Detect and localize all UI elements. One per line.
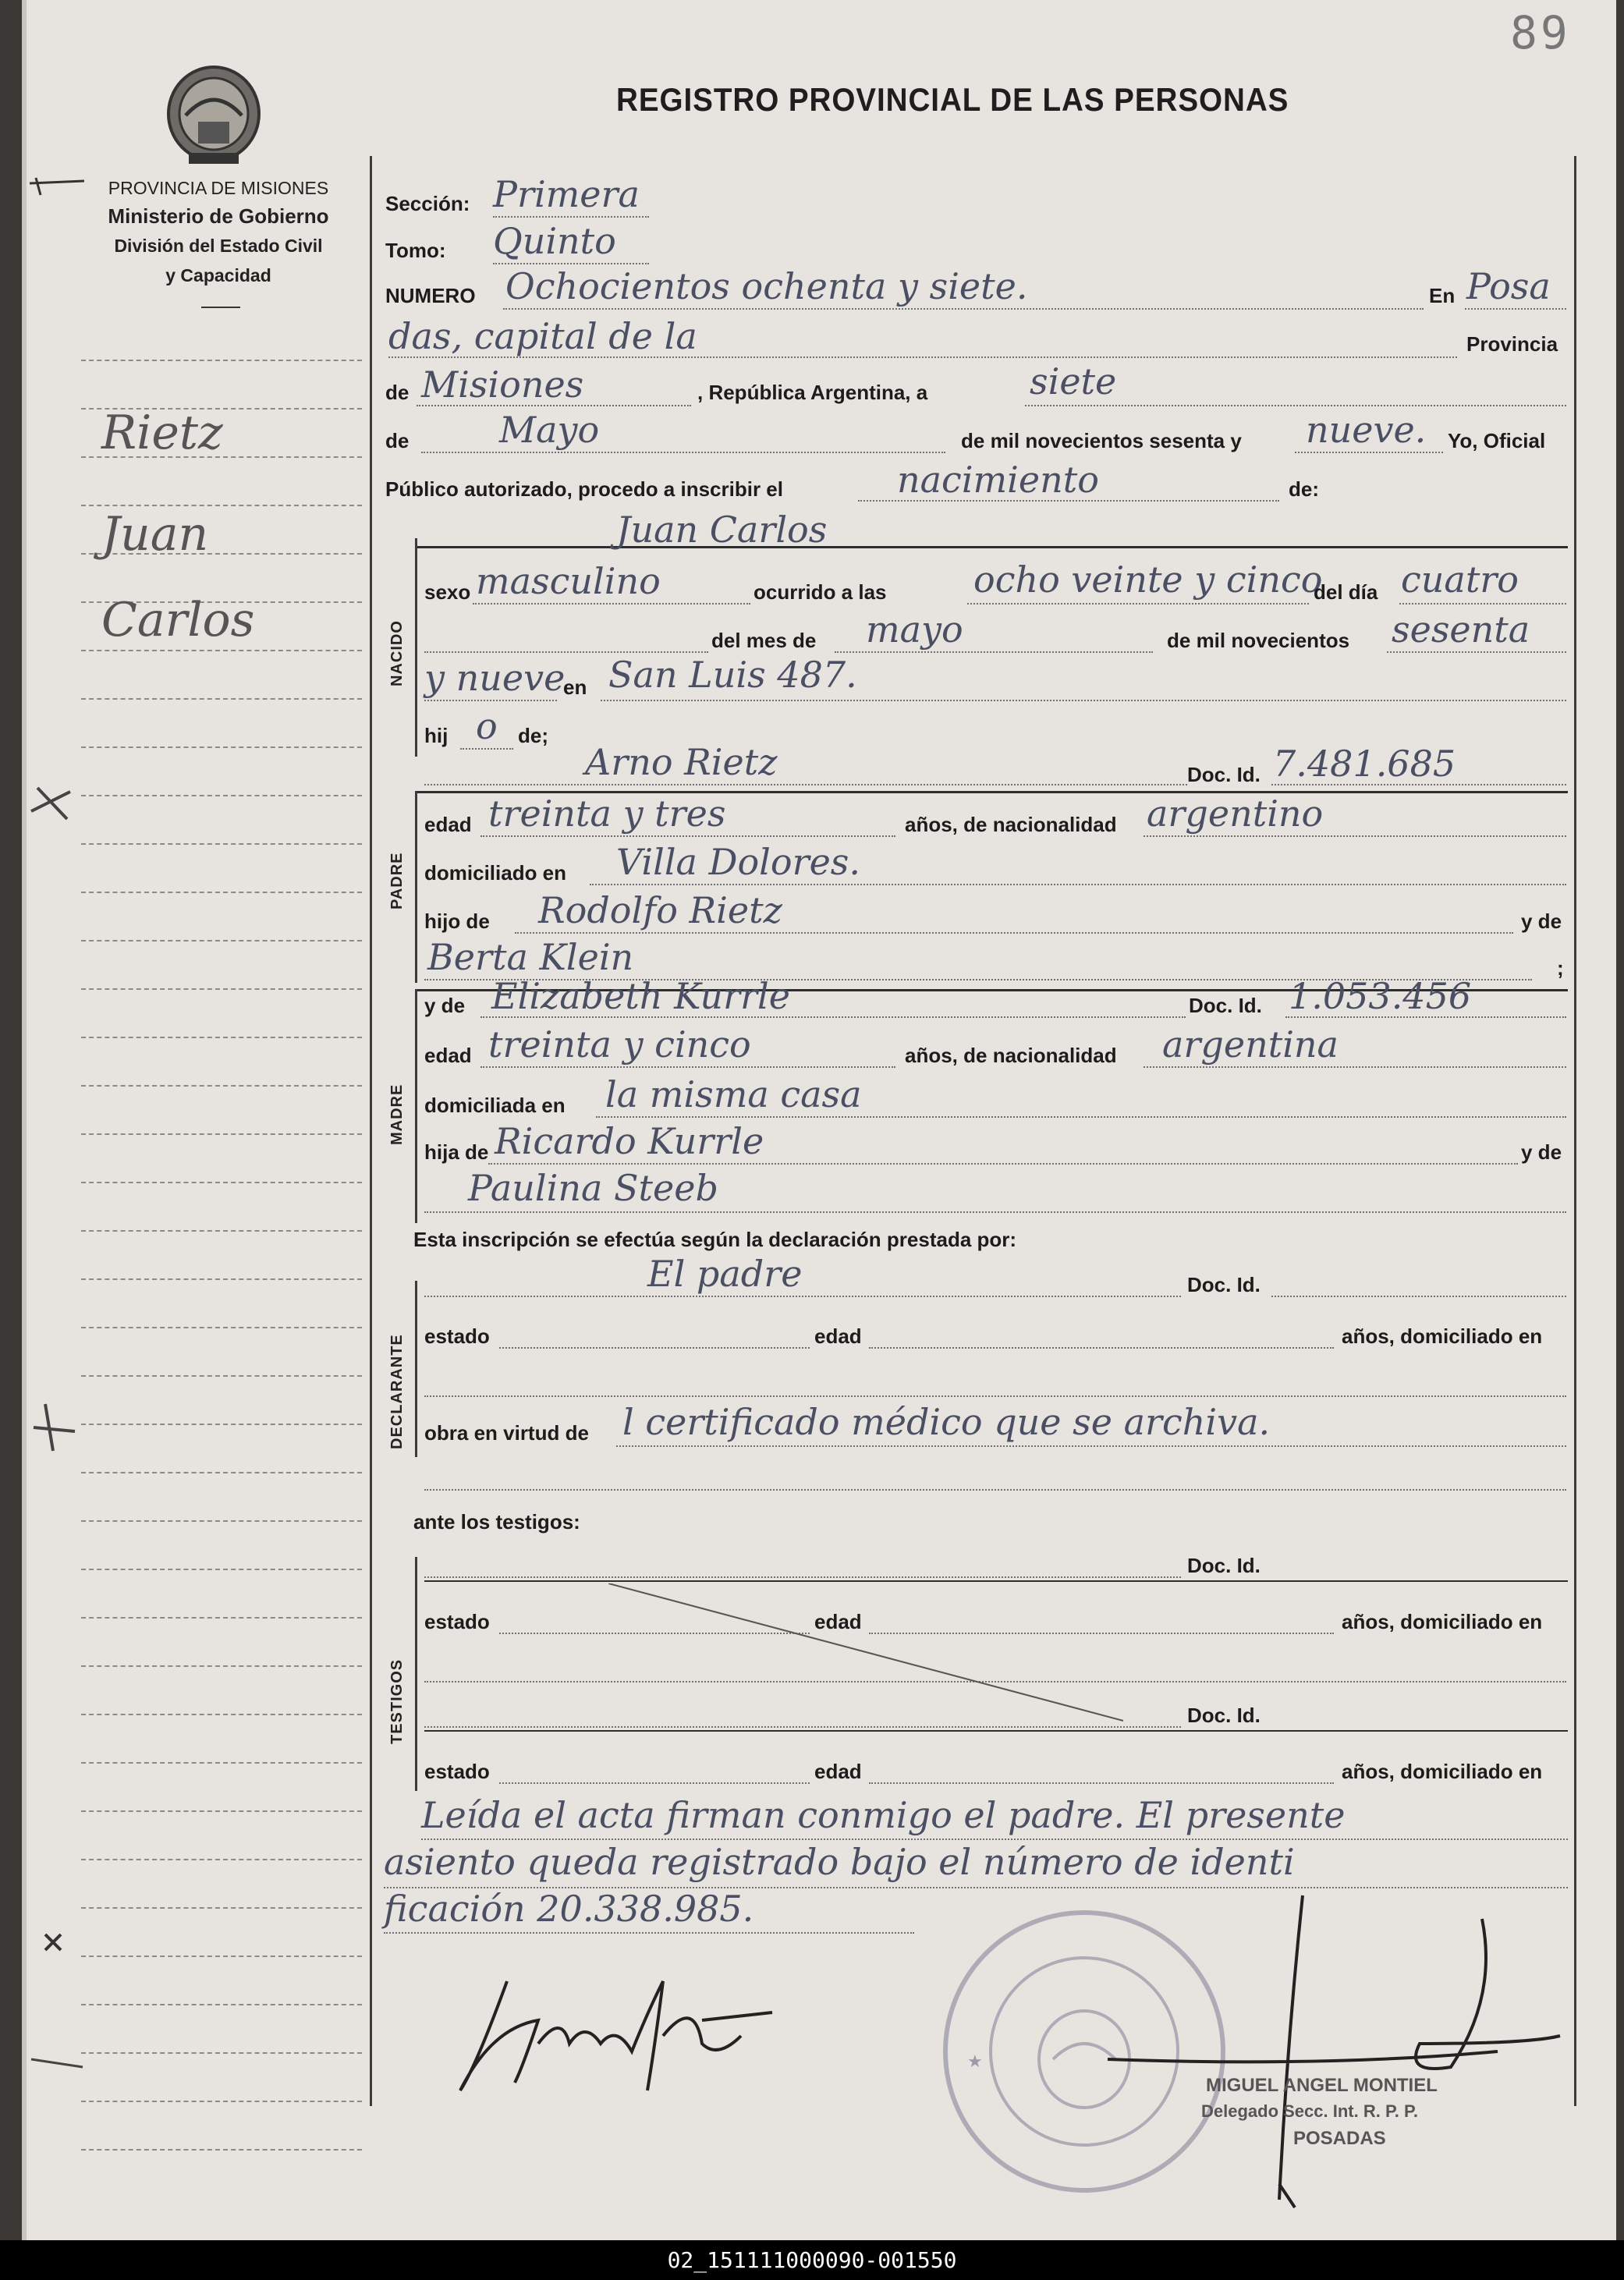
padre-nacionalidad-line <box>1144 835 1566 837</box>
official-city: POSADAS <box>1293 2128 1386 2149</box>
official-role: Delegado Secc. Int. R. P. P. <box>1201 2101 1418 2121</box>
margin-line <box>81 1519 362 1522</box>
tomo-line <box>493 262 649 264</box>
sexo-label: sexo <box>424 580 471 604</box>
padre-nacionalidad-value: argentino <box>1147 793 1324 835</box>
margin-line <box>81 2003 362 2005</box>
blank-line <box>424 651 708 653</box>
sexo-line <box>473 602 750 605</box>
acto-line <box>858 499 1279 502</box>
dia-value: siete <box>1030 360 1117 402</box>
margin-line <box>81 746 362 748</box>
anio-nac1-line <box>1387 651 1566 653</box>
official-signature <box>1092 1888 1576 2215</box>
madre-nacionalidad-label: años, de nacionalidad <box>905 1044 1117 1067</box>
madre-y-de-label: y de <box>1521 1140 1562 1164</box>
padre-nacionalidad-label: años, de nacionalidad <box>905 813 1117 836</box>
leida-line <box>421 1838 1568 1840</box>
en-label: En <box>1429 284 1456 307</box>
padre-doc-line <box>1271 783 1566 785</box>
declarante-edad-label: edad <box>814 1324 862 1348</box>
header-division: División del Estado Civil <box>114 236 323 256</box>
declarante-section-label: DECLARANTE <box>388 1334 406 1449</box>
nacido-section-label: NACIDO <box>388 620 406 686</box>
padre-edad-value: treinta y tres <box>488 793 726 835</box>
margin-note-surname: Rietz <box>101 406 223 460</box>
image-id-footer: 02_151111000090-001550 <box>0 2240 1624 2280</box>
lugar-line <box>601 699 1566 701</box>
testigo2-edad-line <box>869 1782 1334 1784</box>
testigo1-domicilio-label: años, domiciliado en <box>1342 1610 1543 1633</box>
madre-nacionalidad-value: argentina <box>1162 1023 1339 1066</box>
father-signature-text <box>530 2044 656 2071</box>
testigo2-line <box>424 1725 1181 1728</box>
header-ministry: Ministerio de Gobierno <box>108 204 329 228</box>
margin-line <box>81 842 362 845</box>
provincia-value: Misiones <box>421 363 584 406</box>
anio-nac2-value: y nueve <box>424 657 566 699</box>
dia-nac-line <box>1399 602 1566 605</box>
hora-line <box>967 602 1309 605</box>
madre-nombre-line <box>480 1016 1186 1018</box>
madre-domicilio-label: domiciliada en <box>424 1094 566 1117</box>
padre-doc-label: Doc. Id. <box>1187 763 1261 786</box>
madre-edad-value: treinta y cinco <box>488 1023 751 1066</box>
declarante-doc-line <box>1271 1295 1566 1297</box>
obra-line-2 <box>424 1488 1566 1491</box>
margin-line <box>81 2148 362 2151</box>
de2-label: de <box>385 429 410 452</box>
anio-value: nueve. <box>1306 409 1427 451</box>
margin-line <box>81 1423 362 1425</box>
margin-line <box>81 2100 362 2102</box>
obra-label: obra en virtud de <box>424 1421 589 1445</box>
declarante-line <box>424 1295 1181 1297</box>
madre-padre-value: Ricardo Kurrle <box>495 1120 764 1162</box>
declarante-domicilio-line <box>424 1395 1566 1397</box>
margin-line <box>81 1616 362 1619</box>
margin-line <box>81 1278 362 1280</box>
margin-note-firstname: Juan <box>101 507 209 562</box>
de3-label: de: <box>1289 477 1319 501</box>
ficacion-text: ficación 20.338.985. <box>384 1888 754 1930</box>
declarante-estado-label: estado <box>424 1324 490 1348</box>
madre-edad-line <box>480 1066 895 1068</box>
obra-value: l certificado médico que se archiva. <box>622 1401 1271 1443</box>
inscripcion-label: Esta inscripción se efectúa según la declaración prestada por: <box>413 1228 1017 1251</box>
margin-line <box>81 1133 362 1135</box>
madre-left-rule <box>415 989 417 1223</box>
madre-padre-line <box>488 1162 1518 1165</box>
padre-nombre-line <box>424 783 1187 785</box>
padre-doc-value: 7.481.685 <box>1273 743 1456 785</box>
margin-line <box>81 1955 362 1957</box>
delmes-label: del mes de <box>711 629 817 652</box>
acto-value: nacimiento <box>897 459 1099 501</box>
margin-line <box>81 1084 362 1087</box>
place-continuation-value: das, capital de la <box>388 315 697 357</box>
hij-value: o <box>476 705 498 747</box>
publico-label: Público autorizado, procedo a inscribir el <box>385 477 783 501</box>
padre-edad-label: edad <box>424 813 472 836</box>
declarante-left-rule <box>415 1281 417 1457</box>
margin-note-middlename: Carlos <box>101 593 255 647</box>
hij-label: hij <box>424 724 449 747</box>
ocurrido-label: ocurrido a las <box>753 580 887 604</box>
margin-line <box>81 1568 362 1570</box>
declarante-domicilio-label: años, domiciliado en <box>1342 1324 1543 1348</box>
father-signature <box>445 1950 803 2114</box>
header-divider <box>201 307 240 308</box>
testigo2-domicilio-label: años, domiciliado en <box>1342 1760 1543 1783</box>
sexo-value: masculino <box>476 560 661 602</box>
province-emblem-icon <box>162 61 265 170</box>
nacido-top-rule <box>415 546 1568 548</box>
testigo1-edad-label: edad <box>814 1610 862 1633</box>
testigo1-estado-label: estado <box>424 1610 490 1633</box>
deldia-label: del día <box>1314 580 1378 604</box>
declarante-doc-label: Doc. Id. <box>1187 1273 1261 1296</box>
padre-padre-line <box>515 931 1513 934</box>
declarante-estado-line <box>499 1346 810 1349</box>
tomo-value: Quinto <box>493 220 616 262</box>
semicolon: ; <box>1557 956 1564 980</box>
margin-line <box>81 649 362 651</box>
official-name: MIGUEL ANGEL MONTIEL <box>1206 2075 1438 2096</box>
madre-hija-de-label: hija de <box>424 1140 489 1164</box>
en-value: Posa <box>1466 265 1551 307</box>
header-province: PROVINCIA DE MISIONES <box>108 178 329 198</box>
document-title: REGISTRO PROVINCIAL DE LAS PERSONAS <box>616 81 1289 118</box>
lugar-value: San Luis 487. <box>608 654 857 696</box>
cancel-stroke <box>608 1583 1123 1724</box>
margin-line <box>81 1761 362 1764</box>
margin-line <box>81 2051 362 2054</box>
en2-label: en <box>563 675 587 699</box>
madre-doc-value: 1.053.456 <box>1289 975 1472 1017</box>
padre-padre-value: Rodolfo Rietz <box>538 889 782 931</box>
asiento-text: asiento queda registrado bajo el número de identi <box>384 1841 1295 1883</box>
main-right-rule <box>1574 156 1576 2106</box>
testigos-left-rule <box>415 1557 417 1791</box>
testigos-section-label: TESTIGOS <box>388 1658 406 1744</box>
mil2-label: de mil novecientos <box>1167 629 1350 652</box>
testigos-intro-label: ante los testigos: <box>413 1510 580 1534</box>
margin-line <box>81 1326 362 1328</box>
margin-line <box>81 504 362 506</box>
margin-line <box>81 891 362 893</box>
hij-line <box>460 747 513 750</box>
margin-line <box>81 1181 362 1183</box>
svg-text:★: ★ <box>967 2051 983 2071</box>
hora-value: ocho veinte y cinco <box>973 558 1323 601</box>
margin-line <box>81 1665 362 1667</box>
margin-line <box>81 988 362 990</box>
margin-line <box>81 359 362 361</box>
place-line <box>388 356 1457 358</box>
mes-nac-line <box>835 651 1153 653</box>
margin-line <box>81 1229 362 1232</box>
ficacion-line <box>384 1931 914 1934</box>
madre-yde-label: y de <box>424 994 466 1017</box>
padre-y-de-label: y de <box>1521 910 1562 933</box>
anio-nac2-line <box>424 699 557 701</box>
margin-line <box>81 1374 362 1377</box>
testigo2-edad-label: edad <box>814 1760 862 1783</box>
testigo1-rule <box>424 1580 1568 1582</box>
header-capacity: y Capacidad <box>165 265 271 285</box>
dia-nac-value: cuatro <box>1401 558 1519 601</box>
declarante-edad-line <box>869 1346 1334 1349</box>
margin-line <box>81 1810 362 1812</box>
tomo-label: Tomo: <box>385 239 446 262</box>
numero-line <box>503 307 1424 310</box>
de-label: de <box>385 381 410 404</box>
mes-line <box>421 451 945 453</box>
testigo2-estado-label: estado <box>424 1760 490 1783</box>
nacido-left-rule <box>415 538 417 757</box>
margin-line <box>81 1713 362 1715</box>
declarante-value: El padre <box>647 1253 803 1295</box>
testigo1-line <box>424 1576 1181 1578</box>
margin-line <box>81 1471 362 1473</box>
padre-nombre-value: Arno Rietz <box>585 741 778 783</box>
main-left-rule <box>370 156 372 2106</box>
testigo2-estado-line <box>499 1782 810 1784</box>
binding-holes <box>22 0 84 2240</box>
seccion-line <box>493 215 649 218</box>
mil-label: de mil novecientos sesenta y <box>961 429 1242 452</box>
leida-text: Leída el acta firman conmigo el padre. El presente <box>421 1794 1346 1836</box>
madre-domicilio-line <box>596 1115 1566 1118</box>
padre-domicilio-label: domiciliado en <box>424 861 567 885</box>
en-line <box>1465 307 1566 310</box>
de4-label: de; <box>518 724 548 747</box>
anio-nac1-value: sesenta <box>1392 608 1530 651</box>
padre-edad-line <box>480 835 895 837</box>
seccion-value: Primera <box>493 173 640 215</box>
testigo2-doc-label: Doc. Id. <box>1187 1704 1261 1727</box>
provincia-label: Provincia <box>1466 332 1558 356</box>
madre-doc-line <box>1285 1016 1566 1018</box>
padre-madre-value: Berta Klein <box>427 936 634 978</box>
yo-oficial-label: Yo, Oficial <box>1448 429 1546 452</box>
madre-nombre-value: Elizabeth Kurrle <box>491 975 790 1017</box>
madre-doc-label: Doc. Id. <box>1189 994 1262 1017</box>
testigo2-rule <box>424 1730 1568 1732</box>
numero-value: Ochocientos ochenta y siete. <box>505 265 1028 307</box>
madre-section-label: MADRE <box>388 1083 406 1145</box>
margin-line <box>81 697 362 700</box>
padre-hijo-de-label: hijo de <box>424 910 490 933</box>
madre-nacionalidad-line <box>1144 1066 1566 1068</box>
padre-left-rule <box>415 791 417 983</box>
mes-nac-value: mayo <box>866 608 963 651</box>
padre-domicilio-line <box>590 883 1566 885</box>
anio-line <box>1295 451 1443 453</box>
dia-line <box>1025 404 1566 406</box>
madre-madre-line <box>424 1211 1566 1213</box>
nombre-value: Juan Carlos <box>616 509 828 551</box>
margin-line <box>81 1906 362 1909</box>
margin-line <box>81 1036 362 1038</box>
republica-label: , República Argentina, a <box>697 381 928 404</box>
padre-section-label: PADRE <box>388 852 406 910</box>
margin-line <box>81 794 362 796</box>
mes-value: Mayo <box>499 409 600 451</box>
madre-madre-value: Paulina Steeb <box>468 1167 718 1209</box>
madre-domicilio-value: la misma casa <box>605 1073 862 1115</box>
numero-label: NUMERO <box>385 284 476 307</box>
seccion-label: Sección: <box>385 192 470 215</box>
margin-line <box>81 1858 362 1860</box>
testigo1-doc-label: Doc. Id. <box>1187 1554 1261 1577</box>
padre-domicilio-value: Villa Dolores. <box>616 841 861 883</box>
provincia-line <box>417 404 691 406</box>
page-number: 89 <box>1510 6 1571 59</box>
margin-line <box>81 939 362 941</box>
obra-line <box>616 1445 1566 1447</box>
madre-edad-label: edad <box>424 1044 472 1067</box>
